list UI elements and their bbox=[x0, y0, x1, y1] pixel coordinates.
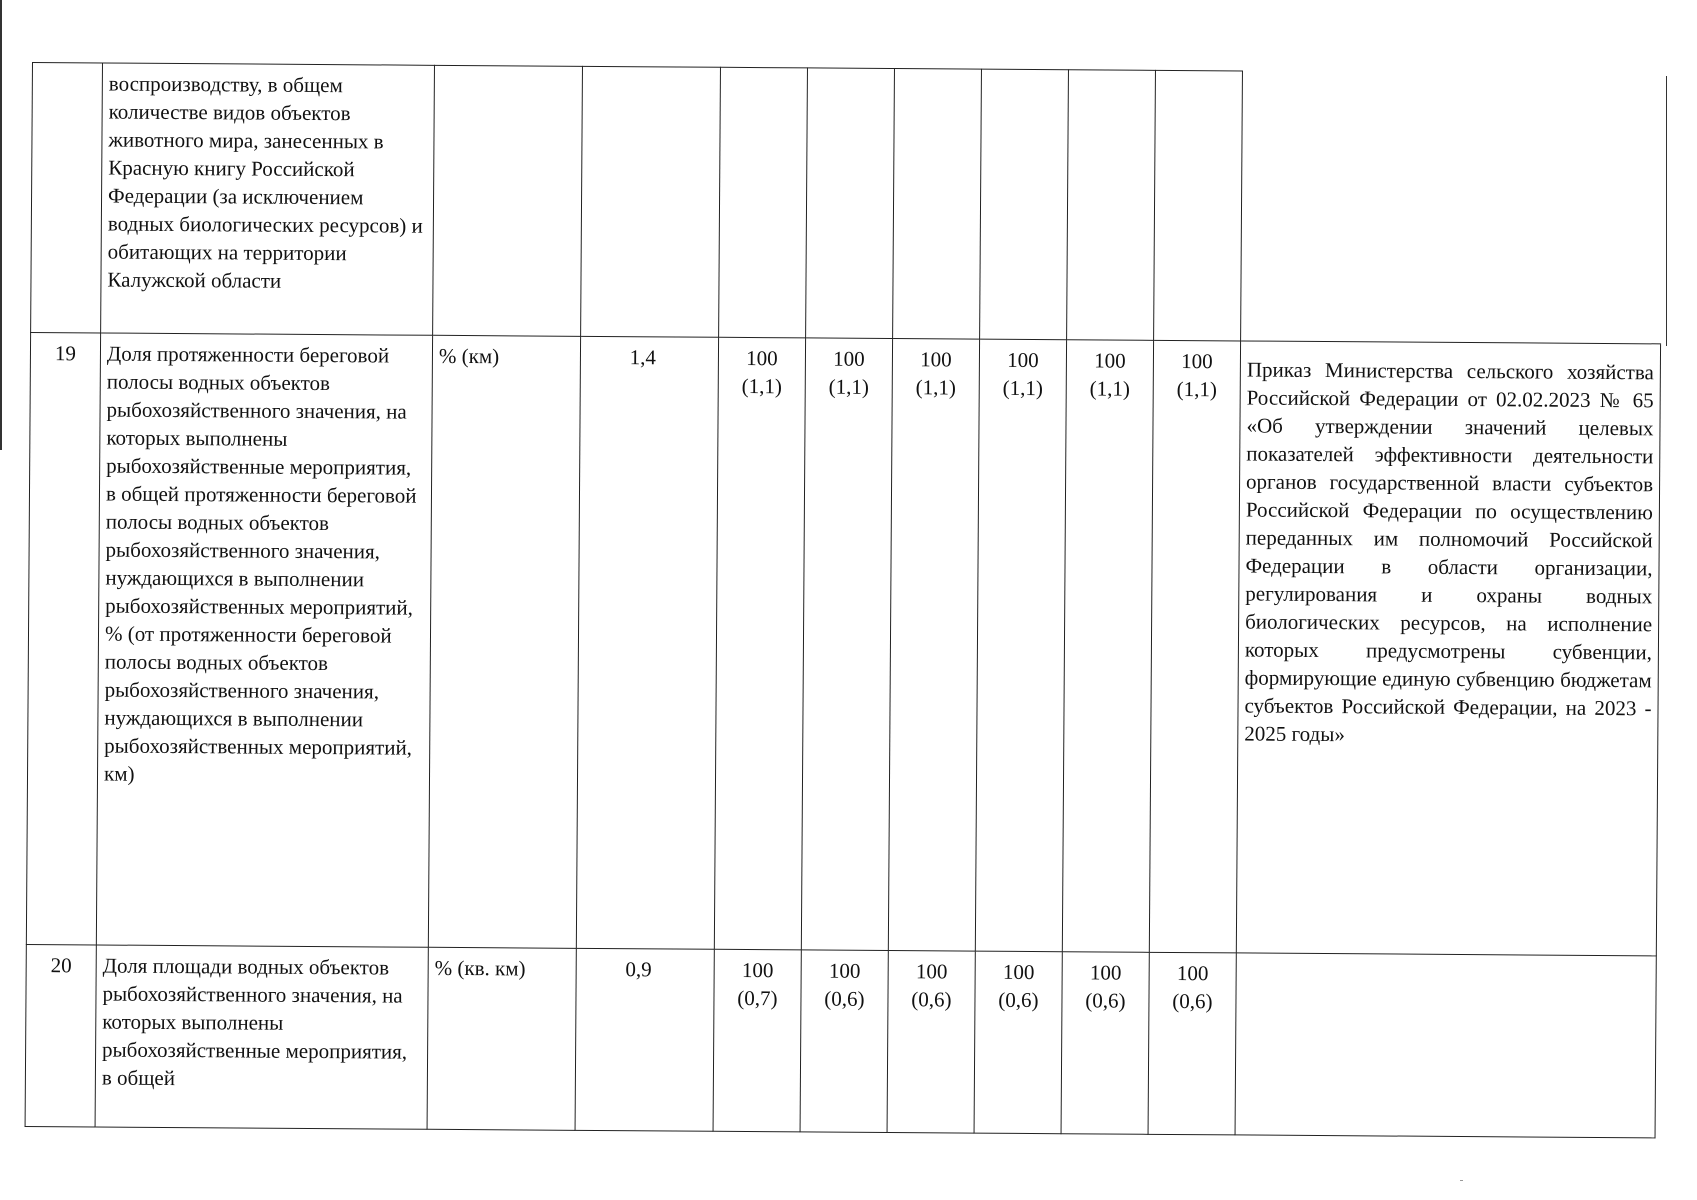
year-value-cell bbox=[974, 951, 1062, 1134]
base-value-cell: 1,4 bbox=[576, 336, 718, 949]
value-absolute bbox=[727, 74, 801, 75]
year-value-cell bbox=[800, 950, 888, 1133]
value-absolute bbox=[1162, 77, 1236, 78]
indicator-name: Доля площади водных объектов рыбохозяйственного значения, на которых выполнены рыбохозяйственные мероприятия, в общей bbox=[95, 945, 428, 1129]
year-value-cell bbox=[975, 339, 1066, 952]
year-value-cell bbox=[893, 69, 982, 340]
year-value-cell bbox=[888, 339, 979, 952]
value-percent bbox=[814, 74, 888, 75]
base-value-cell: 0,9 bbox=[575, 948, 714, 1131]
unit-cell bbox=[433, 65, 583, 336]
value-percent: 100 bbox=[1094, 348, 1126, 373]
value-percent: 100 bbox=[1181, 349, 1213, 374]
value-absolute bbox=[814, 74, 888, 75]
value-percent: 100 bbox=[1176, 961, 1209, 986]
scan-edge-right bbox=[1666, 76, 1667, 346]
source-document-cell bbox=[1241, 71, 1663, 344]
value-absolute: (0,6) bbox=[1085, 988, 1126, 1013]
scan-artifact bbox=[1460, 1180, 1463, 1181]
year-value-cell bbox=[1154, 70, 1243, 341]
value-absolute: (1,1) bbox=[741, 373, 782, 399]
year-value-cell bbox=[887, 950, 975, 1133]
scan-edge-left bbox=[0, 0, 2, 450]
value-percent: 100 bbox=[828, 958, 861, 983]
value-absolute: (1,1) bbox=[828, 374, 869, 399]
source-document-cell: Приказ Министерства сельского хозяйства Российской Федерации от 02.02.2023 № 65 «Об утверждении значений целевых показателей эффективности деятельности органов государственной власти субъектов Российской Федерации по осуществлению переданных им полномочий Российской Федерации в области организации, регулирования и охраны водных биологических ресурсов, на исполнение которых предусмотрены субвенции, формирующие единую субвенцию бюджетам субъектов Российской Федерации, на 2023 - 2025 годы» bbox=[1236, 341, 1660, 956]
year-value-cell bbox=[713, 949, 801, 1132]
value-absolute: (0,6) bbox=[911, 987, 952, 1012]
row-number bbox=[31, 63, 103, 333]
year-value-cell bbox=[806, 68, 895, 339]
document-page bbox=[25, 62, 1662, 1138]
value-absolute: (1,1) bbox=[1002, 375, 1043, 401]
year-value-cell bbox=[719, 67, 808, 338]
value-absolute: (0,6) bbox=[1172, 988, 1213, 1014]
value-percent bbox=[988, 76, 1062, 77]
value-percent: 100 bbox=[1089, 960, 1122, 985]
value-percent: 100 bbox=[920, 347, 952, 372]
year-value-cell bbox=[1067, 70, 1156, 341]
source-document-cell bbox=[1235, 953, 1656, 1138]
value-percent: 100 bbox=[1007, 347, 1039, 373]
value-absolute: (0,6) bbox=[824, 986, 865, 1011]
value-absolute: (1,1) bbox=[915, 375, 956, 400]
value-percent bbox=[901, 75, 975, 76]
year-value-cell bbox=[1061, 952, 1149, 1135]
year-value-cell bbox=[980, 69, 1069, 340]
base-value-cell bbox=[581, 66, 721, 337]
value-absolute: (0,7) bbox=[737, 985, 778, 1011]
year-value-cell bbox=[714, 337, 805, 950]
year-value-cell bbox=[801, 338, 892, 951]
value-percent bbox=[1162, 77, 1236, 78]
value-absolute bbox=[1075, 76, 1149, 77]
row-number: 20 bbox=[25, 944, 96, 1126]
value-absolute: (0,6) bbox=[998, 987, 1039, 1013]
indicator-name: Доля протяженности береговой полосы водных объектов рыбохозяйственного значения, на которых выполнены рыбохозяйственные мероприятия, в общей протяженности береговой полосы водных объектов рыбохозяйственного значения, нуждающихся в выполнении рыбохозяйственных мероприятий, % (от протяженности береговой полосы водных объектов рыбохозяйственного значения, нуждающихся в выполнении рыбохозяйственных мероприятий, км) bbox=[96, 333, 432, 947]
value-percent: 100 bbox=[741, 957, 774, 983]
table-row bbox=[25, 944, 1656, 1137]
year-value-cell bbox=[1148, 952, 1236, 1135]
indicators-table bbox=[25, 62, 1663, 1138]
value-percent: 100 bbox=[1002, 959, 1035, 985]
value-percent: 100 bbox=[833, 346, 865, 371]
table-row bbox=[26, 332, 1660, 955]
value-percent: 100 bbox=[915, 959, 948, 984]
value-absolute bbox=[901, 75, 975, 76]
value-absolute: (1,1) bbox=[1176, 376, 1217, 402]
value-percent bbox=[1075, 76, 1149, 77]
year-value-cell bbox=[1062, 340, 1153, 953]
unit-cell: % (кв. км) bbox=[427, 947, 576, 1130]
value-percent: 100 bbox=[746, 345, 778, 371]
value-percent bbox=[727, 74, 801, 75]
unit-cell: % (км) bbox=[428, 335, 580, 948]
indicator-name: воспроизводству, в общем количестве видов объектов животного мира, занесенных в Красную книгу Российской Федерации (за исключением водных биологических ресурсов) и обитающих на территории Калужской области bbox=[101, 63, 435, 335]
value-absolute: (1,1) bbox=[1089, 376, 1130, 401]
row-number: 19 bbox=[26, 332, 100, 944]
value-absolute bbox=[988, 76, 1062, 77]
year-value-cell bbox=[1149, 340, 1240, 953]
table-row bbox=[31, 63, 1663, 344]
